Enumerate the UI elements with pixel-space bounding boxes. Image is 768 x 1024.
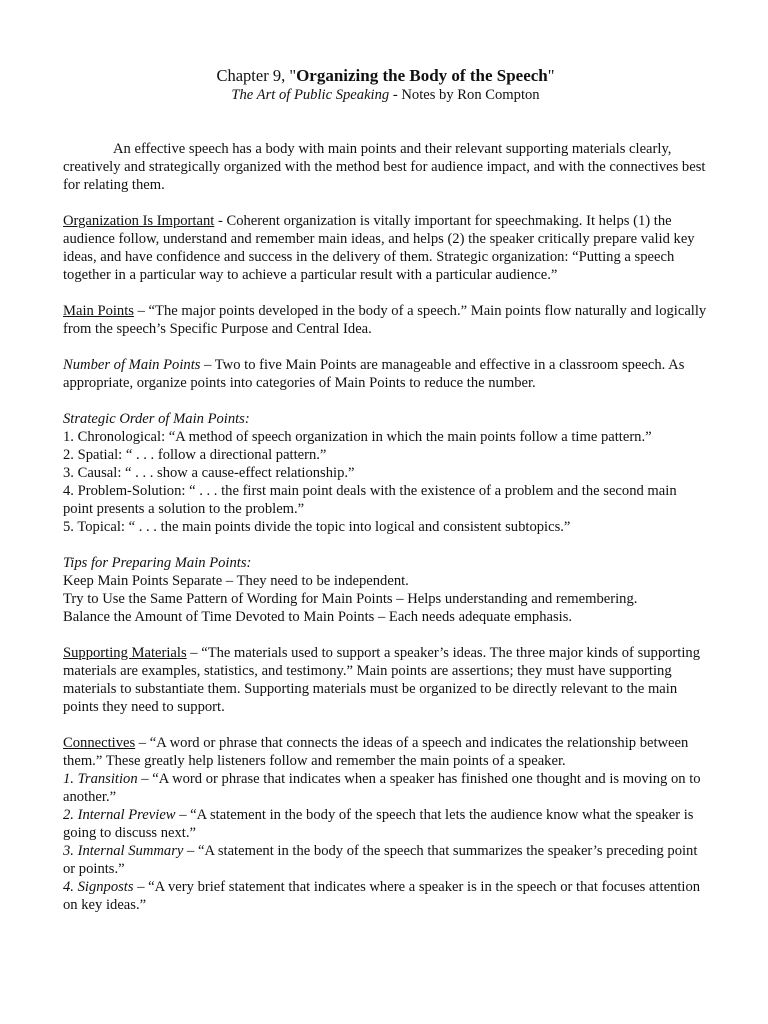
connectives-section [63, 734, 708, 914]
organization-text: - Coherent organization is vitally important for speechmaking. It helps (1) the audience follow, understand and remember main ideas, and helps (2) the speaker critically prepare valid key ideas, and have confidence and success in the delivery of them. Strategic organization: “Putting a speech together in a particular way to achieve a particular result with a particular audience.” [63, 213, 695, 283]
tips-item: Balance the Amount of Time Devoted to Main Points – Each needs adequate emphasis. [63, 609, 573, 625]
main-points-heading: Main Points [63, 303, 134, 319]
connective-item [63, 878, 708, 914]
supporting-materials-paragraph [63, 644, 708, 716]
connective-text: – “A word or phrase that indicates when a speaker has finished one thought and is moving on to another.” [63, 771, 701, 805]
connectives-intro [63, 734, 708, 770]
tips-item: Keep Main Points Separate – They need to be independent. [63, 573, 409, 589]
number-of-main-points-paragraph [63, 356, 708, 392]
supporting-materials-heading: Supporting Materials [63, 645, 187, 661]
tips-section [63, 554, 708, 626]
strategic-order-item: 4. Problem-Solution: “ . . . the first main point deals with the existence of a problem and the second main point presents a solution to the problem.” [63, 483, 677, 517]
title-bold: Organizing the Body of the Speech [296, 66, 548, 85]
strategic-order-item: 2. Spatial: “ . . . follow a directional pattern.” [63, 447, 327, 463]
strategic-order-item: 3. Causal: “ . . . show a cause-effect relationship.” [63, 465, 355, 481]
connective-text: – “A statement in the body of the speech that lets the audience know what the speaker is going to discuss next.” [63, 807, 694, 841]
connective-item [63, 770, 708, 806]
main-points-paragraph [63, 302, 708, 338]
connectives-text: – “A word or phrase that connects the ideas of a speech and indicates the relationship between them.” These greatly help listeners follow and remember the main points of a speaker. [63, 735, 689, 769]
connective-term: 1. Transition [63, 771, 138, 787]
strategic-order-item: 5. Topical: “ . . . the main points divide the topic into logical and consistent subtopics.” [63, 519, 571, 535]
connective-term: 2. Internal Preview [63, 807, 176, 823]
number-of-main-points-heading: Number of Main Points [63, 357, 201, 373]
title-prefix: Chapter 9, " [216, 66, 297, 85]
strategic-order-section [63, 410, 708, 536]
supporting-materials-text: – “The materials used to support a speaker’s ideas. The three major kinds of supporting materials are examples, statistics, and testimony.” Main points are assertions; they must have supporting materials to substantiate them. Supporting materials must be organized to be directly relevant to the main points they need to support. [63, 645, 700, 715]
connective-item [63, 842, 708, 878]
page-title [63, 66, 708, 86]
page-subtitle [63, 86, 708, 104]
connective-text: – “A statement in the body of the speech that summarizes the speaker’s preceding point or points.” [63, 843, 698, 877]
connectives-heading: Connectives [63, 735, 136, 751]
tips-heading: Tips for Preparing Main Points: [63, 555, 252, 571]
number-of-main-points-text: – Two to five Main Points are manageable and effective in a classroom speech. As appropriate, organize points into categories of Main Points to reduce the number. [63, 357, 685, 391]
intro-paragraph: An effective speech has a body with main points and their relevant supporting materials clearly, creatively and strategically organized with the method best for audience impact, and with the connectives best for relating them. [63, 141, 706, 193]
title-suffix: " [547, 66, 555, 85]
connective-term: 3. Internal Summary [63, 843, 184, 859]
tips-item: Try to Use the Same Pattern of Wording for Main Points – Helps understanding and remembering. [63, 591, 638, 607]
book-title: The Art of Public Speaking [231, 87, 390, 103]
organization-paragraph [63, 212, 708, 284]
strategic-order-item: 1. Chronological: “A method of speech organization in which the main points follow a time pattern.” [63, 429, 652, 445]
strategic-order-heading: Strategic Order of Main Points: [63, 411, 250, 427]
connective-item [63, 806, 708, 842]
connective-text: – “A very brief statement that indicates where a speaker is in the speech or that focuses attention on key ideas.” [63, 879, 701, 913]
author-note: - Notes by Ron Compton [389, 87, 540, 103]
main-points-text: – “The major points developed in the body of a speech.” Main points flow naturally and logically from the speech’s Specific Purpose and Central Idea. [63, 303, 707, 337]
connective-term: 4. Signposts [63, 879, 134, 895]
organization-heading: Organization Is Important [63, 213, 215, 229]
spacer [63, 104, 708, 140]
